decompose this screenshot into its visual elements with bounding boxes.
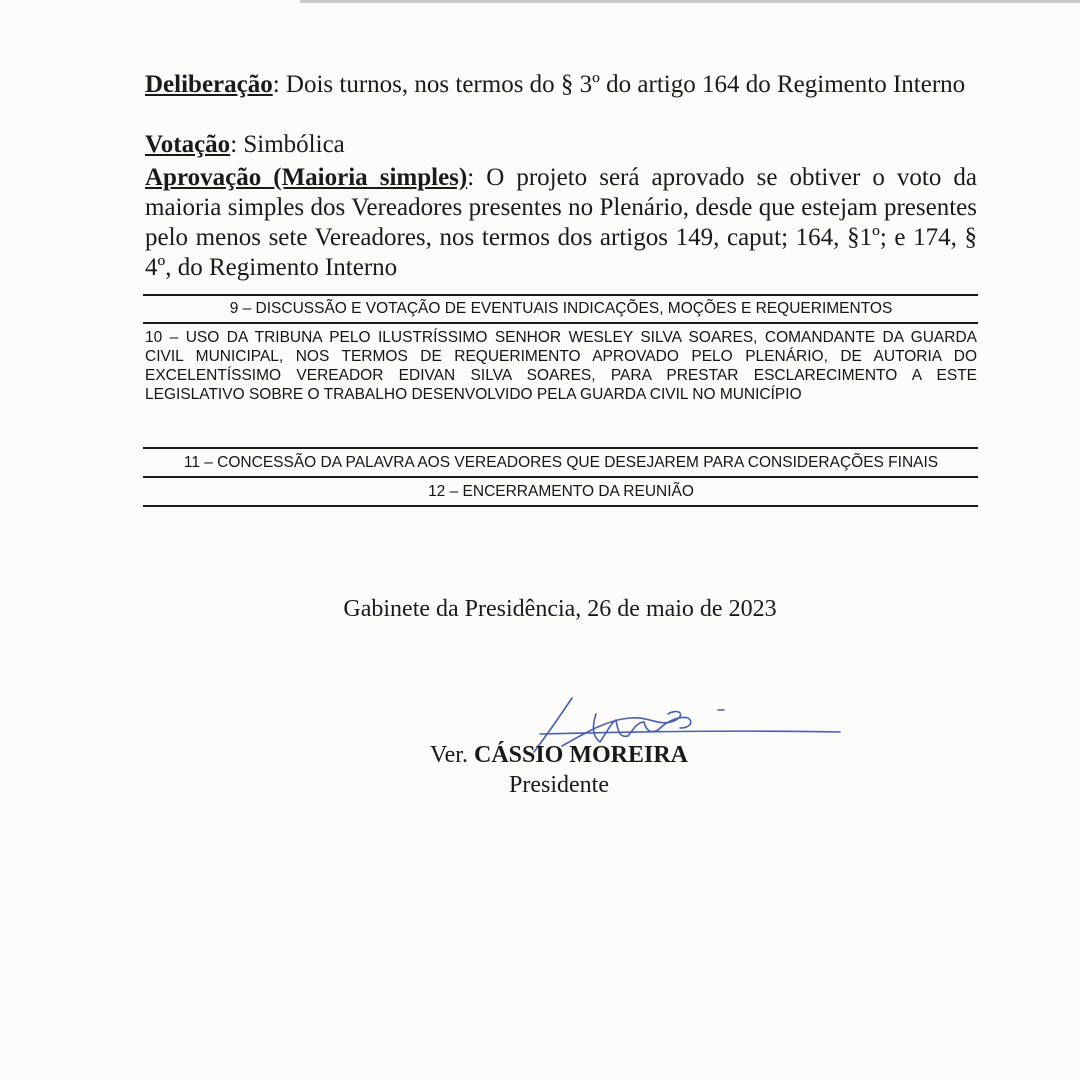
agenda-item-10: 10 – USO DA TRIBUNA PELO ILUSTRÍSSIMO SENHOR WESLEY SILVA SOARES, COMANDANTE DA GUARDA CIVIL MUNICIPAL, NOS TERMOS DE REQUERIMENTO APROVADO PELO PLENÁRIO, DE AUTORIA DO EXCELENTÍSSIMO VEREADOR EDIVAN SILVA SOARES, PARA PRESTAR ESCLARECIMENTO A ESTE LEGISLATIVO SOBRE O TRABALHO DESENVOLVIDO PELA GUARDA CIVIL NO MUNICÍPIO (145, 329, 977, 403)
deliberacao-paragraph (145, 70, 977, 100)
dateline: Gabinete da Presidência, 26 de maio de 2023 (343, 596, 777, 622)
votacao-paragraph (145, 130, 977, 160)
aprovacao-text: : O projeto será aprovado se obtiver o voto da maioria simples dos Vereadores presentes no Plenário, desde que estejam presentes pelo menos sete Vereadores, nos termos dos artigos 149, caput; 164, §1º; e 174, § 4º, do Regimento Interno (145, 164, 978, 281)
aprovacao-paragraph (145, 163, 977, 283)
agenda-divider (143, 322, 978, 324)
agenda-divider (143, 476, 978, 478)
agenda-item-12: 12 – ENCERRAMENTO DA REUNIÃO (428, 483, 694, 500)
votacao-text: : Simbólica (230, 131, 345, 158)
scan-edge-line (300, 0, 1080, 3)
signer-name: CÁSSIO MOREIRA (473, 742, 689, 768)
agenda-divider (143, 447, 978, 449)
signer-line (0, 742, 1080, 769)
aprovacao-label: Aprovação (Maioria simples) (145, 164, 468, 191)
agenda-item-11: 11 – CONCESSÃO DA PALAVRA AOS VEREADORES QUE DESEJAREM PARA CONSIDERAÇÕES FINAIS (183, 454, 939, 471)
signer-prefix: Ver. (429, 742, 474, 768)
agenda-divider (143, 294, 978, 296)
deliberacao-text: : Dois turnos, nos termos do § 3º do artigo 164 do Regimento Interno (272, 71, 966, 98)
signer-role: Presidente (509, 772, 609, 798)
votacao-label: Votação (145, 131, 231, 158)
agenda-item-9: 9 – DISCUSSÃO E VOTAÇÃO DE EVENTUAIS INDICAÇÕES, MOÇÕES E REQUERIMENTOS (229, 300, 893, 317)
agenda-divider (143, 505, 978, 507)
deliberacao-label: Deliberação (145, 71, 273, 98)
